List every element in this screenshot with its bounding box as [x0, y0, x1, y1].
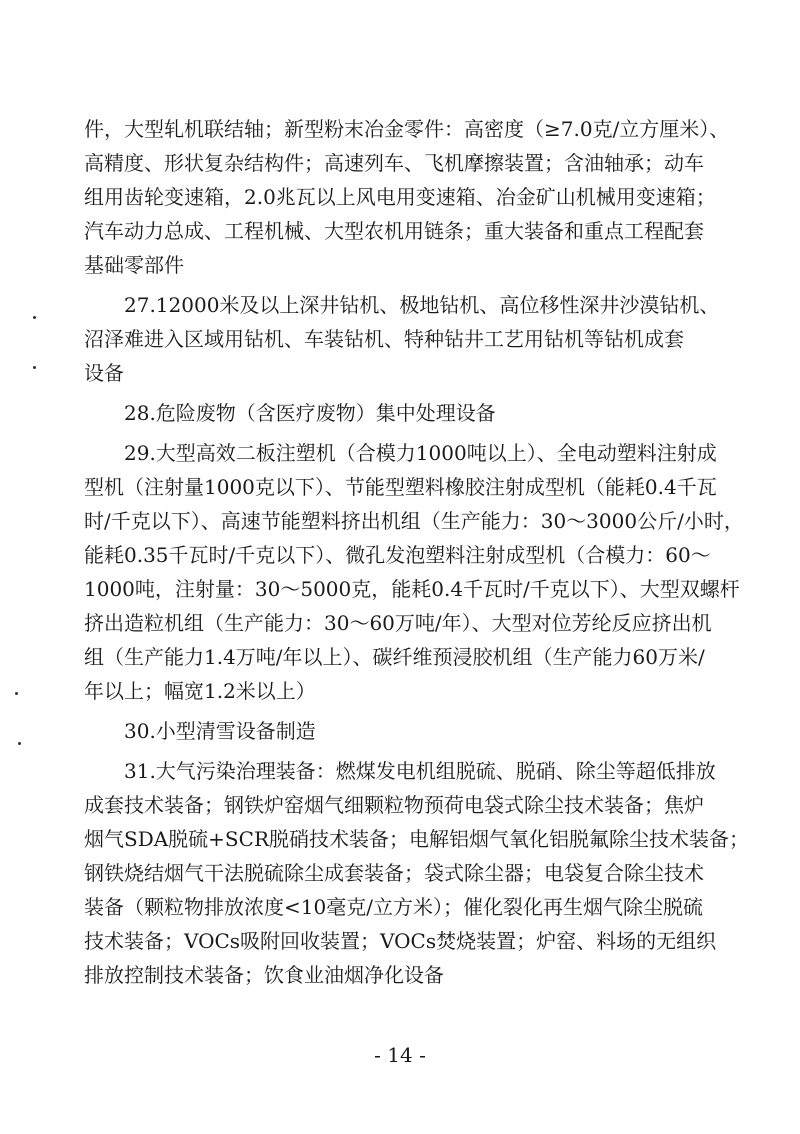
text-line: 组用齿轮变速箱，2.0兆瓦以上风电用变速箱、冶金矿山机械用变速箱； [84, 185, 716, 209]
scan-dot [33, 316, 36, 319]
text-line: 汽车动力总成、工程机械、大型农机用链条；重大装备和重点工程配套 [84, 219, 704, 243]
text-line: 组（生产能力1.4万吨/年以上）、碳纤维预浸胶机组（生产能力60万米/ [84, 645, 705, 669]
paragraph-item-30 [84, 714, 744, 748]
text-line: 挤出造粒机组（生产能力：30～60万吨/年）、大型对位芳纶反应挤出机 [84, 611, 712, 635]
text-line: 钢铁烧结烟气干法脱硫除尘成套装备；袋式除尘器；电袋复合除尘技术 [84, 861, 704, 885]
text-line: 件，大型轧机联结轴；新型粉末冶金零件：高密度（≥7.0克/立方厘米）、 [84, 117, 730, 141]
paragraph-item-29 [84, 436, 744, 708]
paragraph-item-27 [84, 288, 744, 390]
text-line: 1000吨，注射量：30～5000克，能耗0.4千瓦时/千克以下）、大型双螺杆 [84, 577, 740, 601]
text-line: 基础零部件 [84, 253, 184, 277]
text-line: 29.大型高效二板注塑机（合模力1000吨以上）、全电动塑料注射成 [124, 441, 717, 465]
text-line: 沼泽难进入区域用钻机、车装钻机、特种钻井工艺用钻机等钻机成套 [84, 327, 684, 351]
text-line: 高精度、形状复杂结构件；高速列车、飞机摩擦装置；含油轴承；动车 [84, 151, 704, 175]
text-line: 型机（注射量1000克以下）、节能型塑料橡胶注射成型机（能耗0.4千瓦 [84, 475, 717, 499]
paragraph-item-31 [84, 754, 749, 992]
text-line: 技术装备；VOCs吸附回收装置；VOCs焚烧装置；炉窑、料场的无组织 [84, 929, 717, 953]
text-line: 排放控制技术装备；饮食业油烟净化设备 [84, 963, 444, 987]
text-line: 年以上；幅宽1.2米以上） [84, 679, 316, 703]
text-line: 28.危险废物（含医疗废物）集中处理设备 [124, 401, 496, 425]
text-line: 时/千克以下）、高速节能塑料挤出机组（生产能力：30～3000公斤/小时， [84, 509, 744, 533]
text-line: 烟气SDA脱硫+SCR脱硝技术装备；电解铝烟气氧化铝脱氟除尘技术装备； [84, 827, 749, 851]
page-number: - 14 - [374, 1043, 426, 1067]
scan-dot [18, 742, 21, 745]
scan-dot [33, 366, 36, 369]
paragraph-item-28 [84, 396, 744, 430]
scan-dot [15, 692, 18, 695]
document-body [84, 112, 749, 998]
text-line: 设备 [84, 361, 124, 385]
text-line: 27.12000米及以上深井钻机、极地钻机、高位移性深井沙漠钻机、 [124, 293, 720, 317]
text-line: 装备（颗粒物排放浓度<10毫克/立方米）；催化裂化再生烟气除尘脱硫 [84, 895, 703, 919]
paragraph-item-26-continued [84, 112, 744, 282]
text-line: 能耗0.35千瓦时/千克以下）、微孔发泡塑料注射成型机（合模力：60～ [84, 543, 711, 567]
text-line: 成套技术装备；钢铁炉窑烟气细颗粒物预荷电袋式除尘技术装备；焦炉 [84, 793, 704, 817]
text-line: 30.小型清雪设备制造 [124, 719, 316, 743]
text-line: 31.大气污染治理装备：燃煤发电机组脱硫、脱硝、除尘等超低排放 [124, 759, 716, 783]
